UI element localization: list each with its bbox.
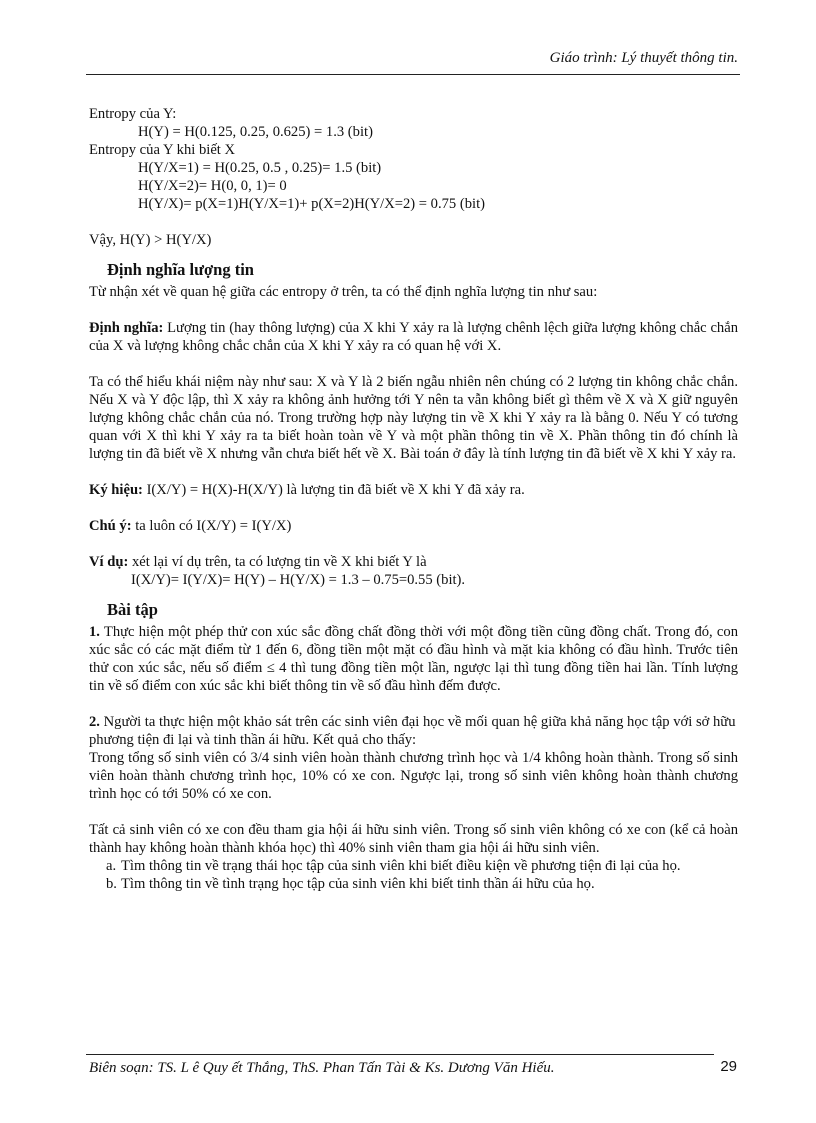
entropy-y-formula: H(Y) = H(0.125, 0.25, 0.625) = 1.3 (bit) <box>138 124 373 140</box>
entropy-y-label: Entropy của Y: <box>89 106 177 122</box>
list-item <box>89 875 738 893</box>
definition-intro: Từ nhận xét về quan hệ giữa các entropy ở trên, ta có thể định nghĩa lượng tin như sau: <box>89 284 598 300</box>
example-text: xét lại ví dụ trên, ta có lượng tin về X khi biết Y là <box>128 554 427 570</box>
explanation-paragraph: Ta có thể hiểu khái niệm này như sau: X và Y là 2 biến ngẫu nhiên nên chúng có 2 lượng tin không chắc chắn. Nếu X và Y độc lập, thì X xảy ra không ảnh hưởng tới Y nên ta vẫn không biết gì thêm về X và X giữ nguyên lượng không chắc chắn của nó. Trong trường hợp này lượng tin về X khi Y xảy ra là bằng 0. Nếu Y có tương quan với X thì khi Y xảy ra ta biết hoàn toàn về Y và một phần thông tin về X. Phần thông tin đó chính là lượng tin đã biết về X nhưng vẫn chưa biết hết về X. Bài toán ở đây là tính lượng tin đã biết về X khi Y xảy ra. <box>89 374 738 462</box>
notation-label: Ký hiệu: <box>89 482 143 498</box>
list-item-mark: b. <box>106 876 117 892</box>
conditional-entropy-label: Entropy của Y khi biết X <box>89 142 236 158</box>
page-number: 29 <box>720 1058 737 1075</box>
exercise-2-number: 2. <box>89 714 100 730</box>
example-label: Ví dụ: <box>89 554 129 570</box>
header-rule <box>86 74 740 75</box>
exercise-1 <box>89 623 738 695</box>
entropy-conclusion: Vậy, H(Y) > H(Y/X) <box>89 232 212 248</box>
exercise-2-text-b: Trong tổng số sinh viên có 3/4 sinh viên hoàn thành chương trình học và 1/4 không hoàn thành. Trong số sinh viên hoàn thành chương trình học, 10% có xe con. Ngược lại, trong số sinh viên không hoàn thành chương trình học có tới 50% có xe con. <box>89 750 738 802</box>
header-title: Giáo trình: Lý thuyết thông tin. <box>549 50 738 66</box>
example-formula: I(X/Y)= I(Y/X)= H(Y) – H(Y/X) = 1.3 – 0.75=0.55 (bit). <box>131 572 466 588</box>
exercise-2-intro <box>89 713 738 749</box>
exercise-2-text-a: Người ta thực hiện một khảo sát trên các sinh viên đại học về mối quan hệ giữa khả năng học tập với sở hữu phương tiện đi lại và tinh thần ái hữu. Kết quả cho thấy: <box>89 714 736 748</box>
list-item-text: Tìm thông tin về tình trạng học tập của sinh viên khi biết tinh thần ái hữu của họ. <box>121 876 595 892</box>
list-item-text: Tìm thông tin về trạng thái học tập của sinh viên khi biết điều kiện về phương tiện đi lại của họ. <box>121 858 681 874</box>
conditional-entropy-x1: H(Y/X=1) = H(0.25, 0.5 , 0.25)= 1.5 (bit) <box>138 160 382 176</box>
footer-rule <box>86 1054 714 1055</box>
section-heading-exercises: Bài tập <box>107 600 158 619</box>
conditional-entropy-total: H(Y/X)= p(X=1)H(Y/X=1)+ p(X=2)H(Y/X=2) = 0.75 (bit) <box>138 196 485 212</box>
list-item-mark: a. <box>106 858 117 874</box>
exercise-2-text-c: Tất cả sinh viên có xe con đều tham gia hội ái hữu sinh viên. Trong số sinh viên không có xe con (kể cả hoàn thành hay không hoàn thành khóa học) thì 40% sinh viên tham gia hội ái hữu sinh viên. <box>89 822 738 856</box>
note-paragraph <box>89 517 738 535</box>
definition-text: Lượng tin (hay thông lượng) của X khi Y xảy ra là lượng chênh lệch giữa lượng không chắc chắn của X và lượng không chắc chắn của X khi Y xảy ra có quan hệ với X. <box>89 320 738 354</box>
page-content <box>89 105 738 893</box>
footer-authors: Biên soạn: TS. L ê Quy ết Thắng, ThS. Phan Tấn Tài & Ks. Dương Văn Hiếu. <box>89 1060 555 1076</box>
note-text: ta luôn có I(X/Y) = I(Y/X) <box>131 518 292 534</box>
notation-paragraph <box>89 481 738 499</box>
section-heading-definition: Định nghĩa lượng tin <box>107 260 254 279</box>
exercise-2-subitems <box>89 857 738 893</box>
list-item <box>89 857 738 875</box>
note-label: Chú ý: <box>89 518 132 534</box>
definition-paragraph <box>89 319 738 355</box>
notation-text: I(X/Y) = H(X)-H(X/Y) là lượng tin đã biết về X khi Y đã xảy ra. <box>142 482 525 498</box>
conditional-entropy-x2: H(Y/X=2)= H(0, 0, 1)= 0 <box>138 178 287 194</box>
example-paragraph <box>89 553 738 571</box>
definition-label: Định nghĩa: <box>89 320 164 336</box>
exercise-1-text: Thực hiện một phép thử con xúc sắc đồng chất đồng thời với một đồng tiền cũng đồng chất. Trong đó, con xúc sắc có các mặt điểm từ 1 đến 6, đồng tiền một mặt có đầu hình và mặt kia không có đầu hình. Trước tiên thử con xúc sắc, nếu số điểm ≤ 4 thì tung đồng tiền một lần, ngược lại thì tung đồng tiền hai lần. Tính lượng tin về số điểm con xúc sắc khi biết thông tin về số đầu hình đếm được. <box>89 624 738 694</box>
exercise-1-number: 1. <box>89 624 100 640</box>
